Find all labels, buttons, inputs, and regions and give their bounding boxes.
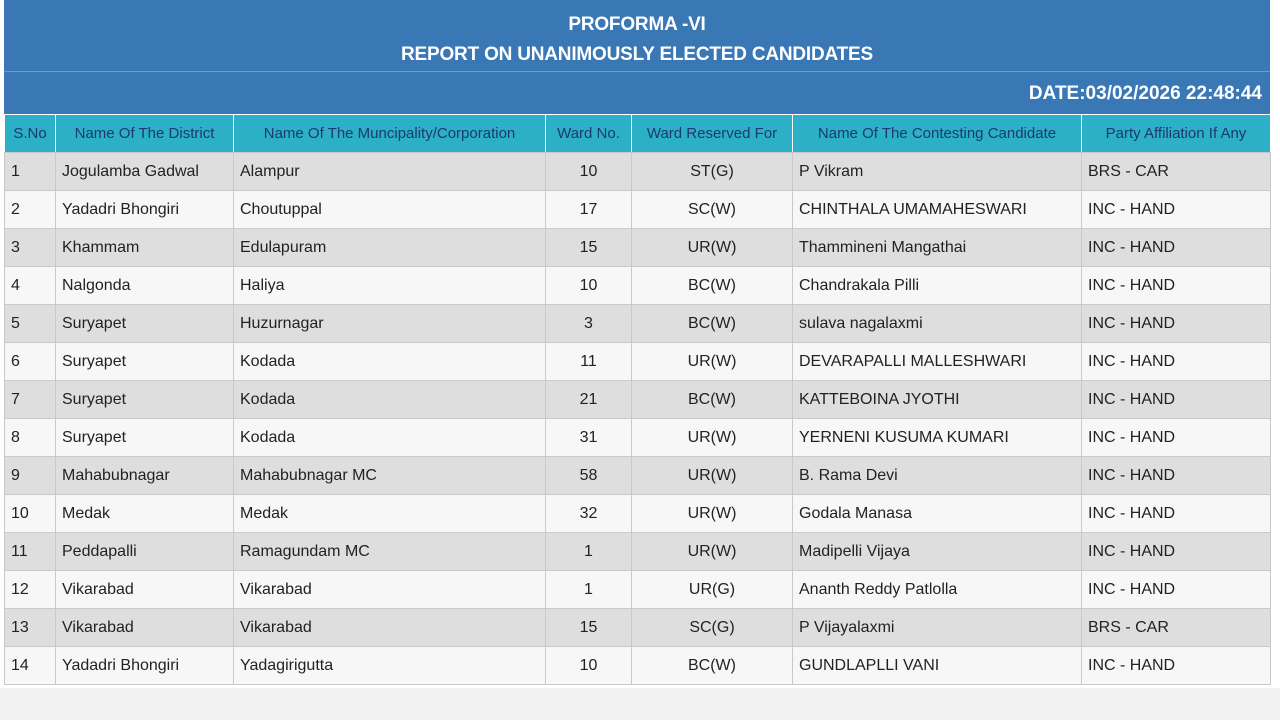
date-bar [4,72,1270,114]
table-row [5,191,1271,229]
cell-ward-reserved: UR(W) [632,457,793,495]
cell-party: INC - HAND [1082,229,1271,267]
cell-ward-no: 11 [546,343,632,381]
cell-ward-reserved: BC(W) [632,647,793,685]
cell-ward-no: 15 [546,609,632,647]
table-body [5,153,1271,685]
cell-district: Suryapet [56,381,234,419]
cell-ward-no: 21 [546,381,632,419]
cell-party: INC - HAND [1082,571,1271,609]
cell-candidate: Thammineni Mangathai [793,229,1082,267]
cell-district: Peddapalli [56,533,234,571]
candidates-table [4,114,1271,685]
cell-sno: 13 [5,609,56,647]
cell-candidate: B. Rama Devi [793,457,1082,495]
cell-party: INC - HAND [1082,381,1271,419]
cell-sno: 8 [5,419,56,457]
cell-municipality: Choutuppal [234,191,546,229]
cell-ward-reserved: UR(W) [632,419,793,457]
table-row [5,495,1271,533]
cell-candidate: DEVARAPALLI MALLESHWARI [793,343,1082,381]
cell-municipality: Ramagundam MC [234,533,546,571]
table-row [5,457,1271,495]
cell-candidate: P Vikram [793,153,1082,191]
table-header-row [5,115,1271,153]
cell-sno: 5 [5,305,56,343]
cell-party: INC - HAND [1082,533,1271,571]
cell-district: Yadadri Bhongiri [56,191,234,229]
report-banner [4,0,1270,72]
cell-district: Jogulamba Gadwal [56,153,234,191]
cell-municipality: Kodada [234,419,546,457]
cell-sno: 4 [5,267,56,305]
cell-ward-no: 3 [546,305,632,343]
cell-municipality: Vikarabad [234,571,546,609]
report-date: DATE:03/02/2026 22:48:44 [1028,83,1262,104]
column-header-sno: S.No [5,115,56,153]
cell-party: INC - HAND [1082,305,1271,343]
cell-candidate: CHINTHALA UMAMAHESWARI [793,191,1082,229]
cell-sno: 2 [5,191,56,229]
cell-candidate: Madipelli Vijaya [793,533,1082,571]
table-row [5,609,1271,647]
cell-district: Khammam [56,229,234,267]
cell-ward-reserved: UR(G) [632,571,793,609]
cell-candidate: GUNDLAPLLI VANI [793,647,1082,685]
cell-ward-reserved: ST(G) [632,153,793,191]
cell-party: BRS - CAR [1082,609,1271,647]
cell-party: INC - HAND [1082,495,1271,533]
cell-candidate: Ananth Reddy Patlolla [793,571,1082,609]
column-header-district: Name Of The District [56,115,234,153]
cell-sno: 9 [5,457,56,495]
table-row [5,381,1271,419]
cell-sno: 11 [5,533,56,571]
cell-ward-no: 31 [546,419,632,457]
cell-district: Medak [56,495,234,533]
cell-ward-no: 1 [546,533,632,571]
cell-sno: 6 [5,343,56,381]
cell-ward-reserved: SC(W) [632,191,793,229]
cell-ward-no: 58 [546,457,632,495]
cell-ward-reserved: UR(W) [632,533,793,571]
cell-municipality: Medak [234,495,546,533]
report-title: REPORT ON UNANIMOUSLY ELECTED CANDIDATES [401,44,873,65]
cell-candidate: sulava nagalaxmi [793,305,1082,343]
table-row [5,267,1271,305]
cell-ward-no: 32 [546,495,632,533]
cell-municipality: Mahabubnagar MC [234,457,546,495]
cell-ward-no: 10 [546,647,632,685]
table-row [5,647,1271,685]
cell-municipality: Huzurnagar [234,305,546,343]
cell-ward-reserved: UR(W) [632,229,793,267]
cell-candidate: P Vijayalaxmi [793,609,1082,647]
cell-district: Vikarabad [56,609,234,647]
cell-ward-reserved: BC(W) [632,305,793,343]
cell-municipality: Kodada [234,343,546,381]
cell-district: Nalgonda [56,267,234,305]
cell-municipality: Yadagirigutta [234,647,546,685]
column-header-candidate: Name Of The Contesting Candidate [793,115,1082,153]
table-row [5,153,1271,191]
cell-party: BRS - CAR [1082,153,1271,191]
cell-sno: 7 [5,381,56,419]
cell-sno: 14 [5,647,56,685]
cell-ward-reserved: UR(W) [632,495,793,533]
cell-party: INC - HAND [1082,419,1271,457]
cell-district: Vikarabad [56,571,234,609]
table-row [5,343,1271,381]
table-row [5,533,1271,571]
cell-candidate: Godala Manasa [793,495,1082,533]
cell-ward-reserved: BC(W) [632,267,793,305]
table-row [5,419,1271,457]
cell-district: Suryapet [56,305,234,343]
column-header-party: Party Affiliation If Any [1082,115,1271,153]
cell-candidate: Chandrakala Pilli [793,267,1082,305]
cell-municipality: Haliya [234,267,546,305]
cell-sno: 10 [5,495,56,533]
cell-sno: 1 [5,153,56,191]
cell-candidate: KATTEBOINA JYOTHI [793,381,1082,419]
table-row [5,571,1271,609]
cell-party: INC - HAND [1082,343,1271,381]
cell-municipality: Vikarabad [234,609,546,647]
cell-district: Suryapet [56,419,234,457]
cell-district: Yadadri Bhongiri [56,647,234,685]
proforma-title: PROFORMA -VI [568,14,706,35]
cell-ward-no: 1 [546,571,632,609]
column-header-ward-no: Ward No. [546,115,632,153]
cell-ward-reserved: UR(W) [632,343,793,381]
cell-sno: 3 [5,229,56,267]
cell-ward-reserved: SC(G) [632,609,793,647]
cell-district: Mahabubnagar [56,457,234,495]
cell-ward-no: 10 [546,153,632,191]
table-row [5,305,1271,343]
cell-party: INC - HAND [1082,267,1271,305]
table-row [5,229,1271,267]
cell-municipality: Edulapuram [234,229,546,267]
column-header-ward-reserved: Ward Reserved For [632,115,793,153]
cell-ward-reserved: BC(W) [632,381,793,419]
cell-candidate: YERNENI KUSUMA KUMARI [793,419,1082,457]
cell-ward-no: 10 [546,267,632,305]
cell-party: INC - HAND [1082,457,1271,495]
cell-sno: 12 [5,571,56,609]
page-footer-strip [0,688,1280,720]
cell-ward-no: 17 [546,191,632,229]
cell-municipality: Alampur [234,153,546,191]
cell-party: INC - HAND [1082,647,1271,685]
cell-municipality: Kodada [234,381,546,419]
cell-district: Suryapet [56,343,234,381]
cell-ward-no: 15 [546,229,632,267]
report-page [4,0,1270,685]
column-header-municipality: Name Of The Muncipality/Corporation [234,115,546,153]
cell-party: INC - HAND [1082,191,1271,229]
